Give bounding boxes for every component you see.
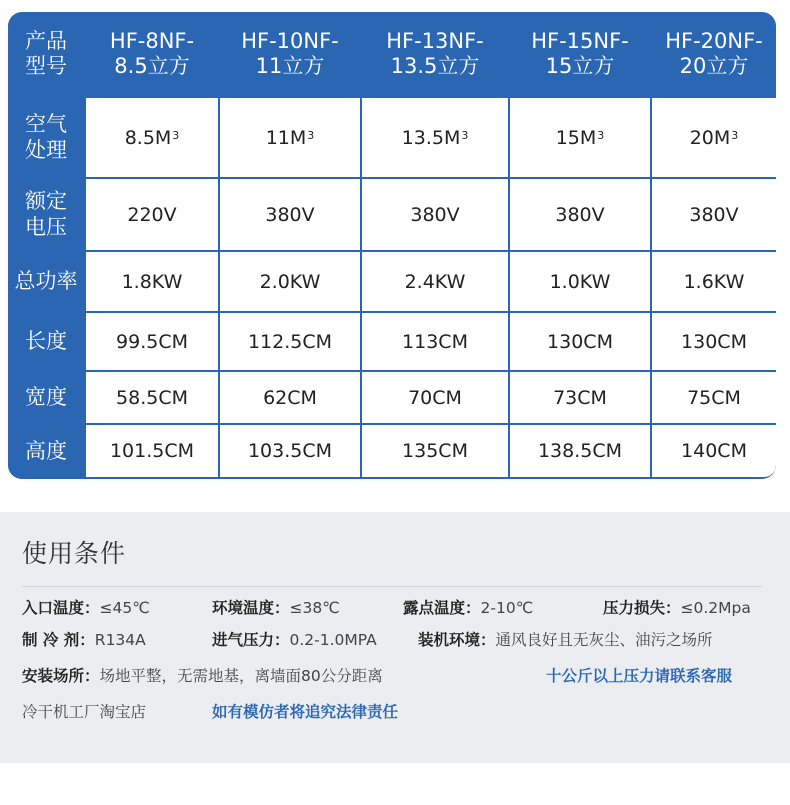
model-size: 15立方 — [545, 54, 615, 78]
table-cell: 99.5CM — [86, 313, 218, 370]
model-size: 13.5立方 — [390, 54, 480, 78]
table-cell: 2.4KW — [362, 252, 508, 311]
table-cell: 103.5CM — [220, 425, 360, 477]
model-code: HF-13NF- — [386, 28, 484, 53]
model-code: HF-10NF- — [241, 28, 339, 53]
table-cell: 20M $^3$ — [652, 98, 776, 177]
table-cell: 380V — [652, 179, 776, 250]
table-cell: 1.0KW — [510, 252, 650, 311]
shop-name: 冷干机工厂淘宝店 — [22, 703, 147, 721]
table-cell: 1.6KW — [652, 252, 776, 311]
table-cell: 130CM — [652, 313, 776, 370]
model-header-3 — [362, 12, 508, 96]
row-label-width: 宽度 — [8, 372, 84, 423]
table-cell: 138.5CM — [510, 425, 650, 477]
model-header-1 — [86, 12, 218, 96]
table-cell: 75CM — [652, 372, 776, 423]
conditions-title: 使用条件 — [22, 539, 127, 568]
table-cell: 112.5CM — [220, 313, 360, 370]
table-cell: 2.0KW — [220, 252, 360, 311]
table-cell: 130CM — [510, 313, 650, 370]
condition-install-site: 安装场所：场地平整，无需地基，离墙面80公分距离 — [22, 667, 383, 685]
table-cell: 8.5M $^3$ — [86, 98, 218, 177]
table-cell: 13.5M $^3$ — [362, 98, 508, 177]
row-label-voltage: 额定 电压 — [8, 179, 84, 250]
table-cell: 101.5CM — [86, 425, 218, 477]
condition-dew-point: 露点温度：2-10℃ — [403, 599, 534, 617]
corner-label: 产品 型号 — [25, 28, 67, 78]
model-code: HF-15NF- — [531, 28, 629, 53]
table-cell: 140CM — [652, 425, 776, 477]
divider — [22, 586, 762, 587]
model-size: 8.5立方 — [114, 54, 190, 78]
condition-inlet-temp: 入口温度：≤45℃ — [22, 599, 150, 617]
condition-pressure-loss: 压力损失：≤0.2Mpa — [603, 599, 751, 617]
table-cell: 113CM — [362, 313, 508, 370]
table-cell: 70CM — [362, 372, 508, 423]
model-header-2 — [220, 12, 360, 96]
notice-copyright: 如有模仿者将追究法律责任 — [212, 703, 399, 721]
conditions-panel — [0, 512, 790, 763]
table-cell: 380V — [220, 179, 360, 250]
table-corner-header — [8, 12, 84, 96]
table-cell: 220V — [86, 179, 218, 250]
row-label-height: 高度 — [8, 425, 84, 479]
condition-install-env: 装机环境：通风良好且无灰尘、油污之场所 — [418, 631, 713, 649]
table-cell: 62CM — [220, 372, 360, 423]
notice-pressure: 十公斤以上压力请联系客服 — [546, 667, 733, 685]
table-cell: 15M $^3$ — [510, 98, 650, 177]
table-cell: 135CM — [362, 425, 508, 477]
table-cell: 380V — [510, 179, 650, 250]
model-header-4 — [510, 12, 650, 96]
row-label-power: 总功率 — [8, 252, 84, 311]
model-size: 20立方 — [679, 54, 749, 78]
condition-inlet-pressure: 进气压力：0.2-1.0MPA — [212, 631, 377, 649]
condition-refrigerant: 制 冷 剂：R134A — [22, 631, 146, 649]
table-cell: 380V — [362, 179, 508, 250]
row-label-air: 空气 处理 — [8, 98, 84, 177]
spec-table — [8, 12, 776, 479]
model-size: 11立方 — [255, 54, 325, 78]
table-cell: 58.5CM — [86, 372, 218, 423]
model-code: HF-8NF- — [109, 28, 195, 53]
table-cell: 11M $^3$ — [220, 98, 360, 177]
model-code: HF-20NF- — [665, 28, 763, 53]
condition-ambient-temp: 环境温度：≤38℃ — [212, 599, 340, 617]
model-header-5 — [652, 12, 776, 96]
table-cell: 73CM — [510, 372, 650, 423]
table-cell: 1.8KW — [86, 252, 218, 311]
row-label-length: 长度 — [8, 313, 84, 370]
